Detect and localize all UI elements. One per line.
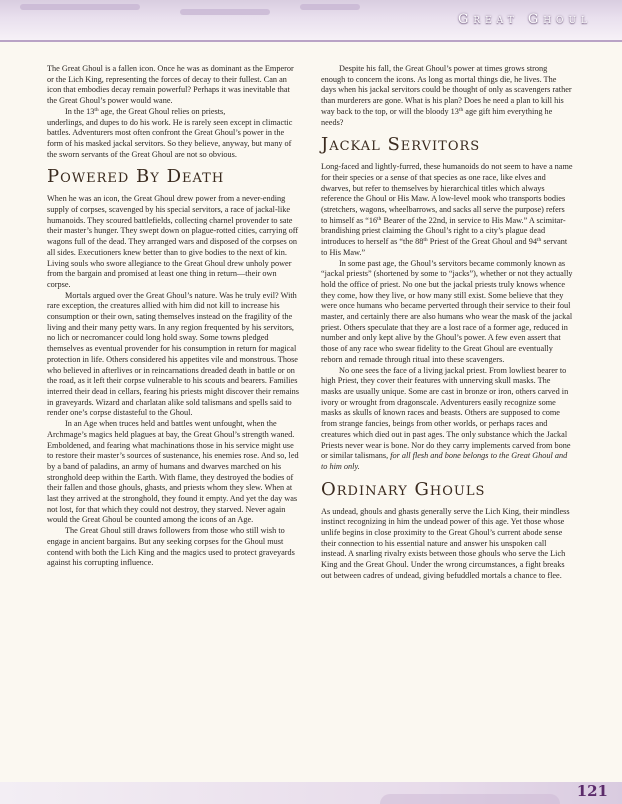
page-number: 121 <box>576 782 608 800</box>
intro-paragraph: The Great Ghoul is a fallen icon. Once he was as dominant as the Emperor or the Lich King, representing the forces of decay to their fullest. Can an icon that embodies decay remain powerful? Perhaps it was inevitable that the Great Ghoul’s power would wane. <box>47 64 294 106</box>
running-header-title: Great Ghoul <box>457 12 592 27</box>
footer-band <box>0 782 622 804</box>
priests-paragraph-lead: In the 13th age, the Great Ghoul relies on priests, <box>65 106 226 116</box>
section-heading-jackal-servitors: Jackal Servitors <box>321 134 481 156</box>
ordinary-paragraph-1: As undead, ghouls and ghasts generally serve the Lich King, their mindless instinct recognizing in him the undead power of this age. Yet those whose unlife begins in close proximity to the Great Ghoul’s current abode sense their connection to his essential nature and answer his unspoken call instead. A snarling rivalry exists between those ghouls who serve the Lich King and the Great Ghoul. Under the wrong circumstances, a fight breaks out between cadres of undead, giving befuddled mortals a chance to flee. <box>321 506 570 580</box>
fall-paragraph: Despite his fall, the Great Ghoul’s power at times grows strong enough to concern the icons. As long as mortal things die, he lives. The days when his jackal servitors could be thought of only as scavengers rather than murderers are gone. What is his plan? Does he need a plan to kill his way back to the top, or will the bloody 13th age gift him everything he needs? <box>321 64 572 127</box>
jackal-paragraph-3: No one sees the face of a living jackal priest. From lowliest bearer to high Priest, they cover their features with unnerving skull masks. The masks are usually unique. Some are cast in bronze or iron, others carved in ivory or wrought from dragonscale. Adventurers easily recognize some masks as skulls of known races and beasts. Others are supposed to come from strange fancies, beings from other worlds, or perhaps races and creatures which died out in past ages. The only substance which the Jackal Priests never wear is bone. Nor do they carry implements carved from bone or similar talismans, for all flesh and bone belongs to the Great Ghoul and to him only. <box>321 365 571 471</box>
powered-paragraph-1: When he was an icon, the Great Ghoul drew power from a never-ending supply of corpses, scavenged by his special servitors, a race of jackal-like humanoids. They scoured battlefields, collecting charnel provender to sate their master’s hunger. They swept down on plague-rotted cities, carrying off wagons full of the dead. They arranged wars and disposed of the corpses on all sides. Executioners knew better than to give bodies to the next of kin. Living souls who swore allegiance to the Great Ghoul drew unholy power from the bargain and promised at least one thing in return—their own corpse. <box>47 194 299 289</box>
section-heading-ordinary-ghouls: Ordinary Ghouls <box>321 478 486 500</box>
section-heading-powered-by-death: Powered By Death <box>47 166 225 188</box>
jackal-paragraph-1: Long-faced and lightly-furred, these humanoids do not seem to have a name for their species or a sense of that species as one race, like elves and dwarves, but refer to themselves by hierarchical titles which always reference the Ghoul or His Maw. A low-level mook who transports bodies (stretchers, wagons, wheelbarrows, and sacks all serve the purpose) refers to himself as “16th Bearer of the 22nd, in service to His Maw.” A scimitar-brandishing priest claiming the Ghoul’s right to a city’s plague dead introduces to herself as “the 88th Priest of the Great Ghoul and 94th servant to His Maw.” <box>321 162 573 257</box>
left-column <box>47 64 299 569</box>
banner-streak <box>300 4 360 10</box>
banner-streak <box>180 9 270 15</box>
footer-swoosh <box>380 794 560 804</box>
priests-paragraph: underlings, and dupes to do his work. He is rarely seen except in climactic battles. Adventurers most often confront the Great Ghoul’s power in the form of his masked jackal servitors. So they believe, anyway, but many of the sworn servants of the Great Ghoul are not so obvious. <box>47 117 293 159</box>
banner-streak <box>20 4 140 10</box>
jackal-paragraph-2: In some past age, the Ghoul’s servitors became commonly known as “jackal priests” (shortened by some to “jacks”), whether or not they actually hold the office of priest. No one but the jackal priests truly knows whence they come, how they live, or how many still exist. Some believe that they were once humans who became perverted through their service to their foul master, and certainly there are also humans who wear the mask of the jackal priest. Others speculate that they are a lost race of a former age, reduced in number and only kept alive by the Ghoul’s power. A few even assert that those of any race who swear fidelity to the Great Ghoul are eventually reborn and remade through ritual into these scavengers. <box>321 258 573 364</box>
powered-paragraph-4: The Great Ghoul still draws followers from those who still wish to engage in ancient bargains. But any seeking corpses for the Ghoul must contend with both the Lich King and the magics used to protect graveyards against his corrupting influence. <box>47 526 295 568</box>
right-column <box>321 64 573 582</box>
header-banner <box>0 0 622 42</box>
powered-paragraph-3: In an Age when truces held and battles went unfought, when the Archmage’s magics held plagues at bay, the Great Ghoul’s strength waned. Emboldened, and fearing what machinations those in his service might use to restore their master’s sources of sustenance, his enemies rose. And so, led by a band of paladins, an army of humans and dwarves marched on his stronghold deep within the Earth. With flame, they destroyed the bodies of their fallen and those ghouls, ghasts, and priests whom they slew. When at last they arrived at the stronghold, they found it empty. And yet the day was not lost, for that which they could not destroy, they starved. Never again would the Great Ghoul be counted among the icons of an Age. <box>47 419 299 525</box>
powered-paragraph-2: Mortals argued over the Great Ghoul’s nature. Was he truly evil? With rare exception, the creatures allied with him did not kill to increase his consumption or their own, sating themselves instead on the fragility of the living and their many petty wars. In any region frequented by his servitors, no lich or necromancer could long hold sway. Some towns pledged themselves as eventual provender for his consumption in return for magical protection in life. Others considered his appetites vile and monstrous. Those who believed in afterlives or in reincarnations dreaded death in battle or on the road, as it left their corpse vulnerable to his scouts and bearers. Families interred their dead in cellars, fearing his priests might discover their remains in graveyards. Wizard and charlatan alike sold talismans and spells said to render one’s corpse distasteful to the Ghoul. <box>47 290 299 418</box>
